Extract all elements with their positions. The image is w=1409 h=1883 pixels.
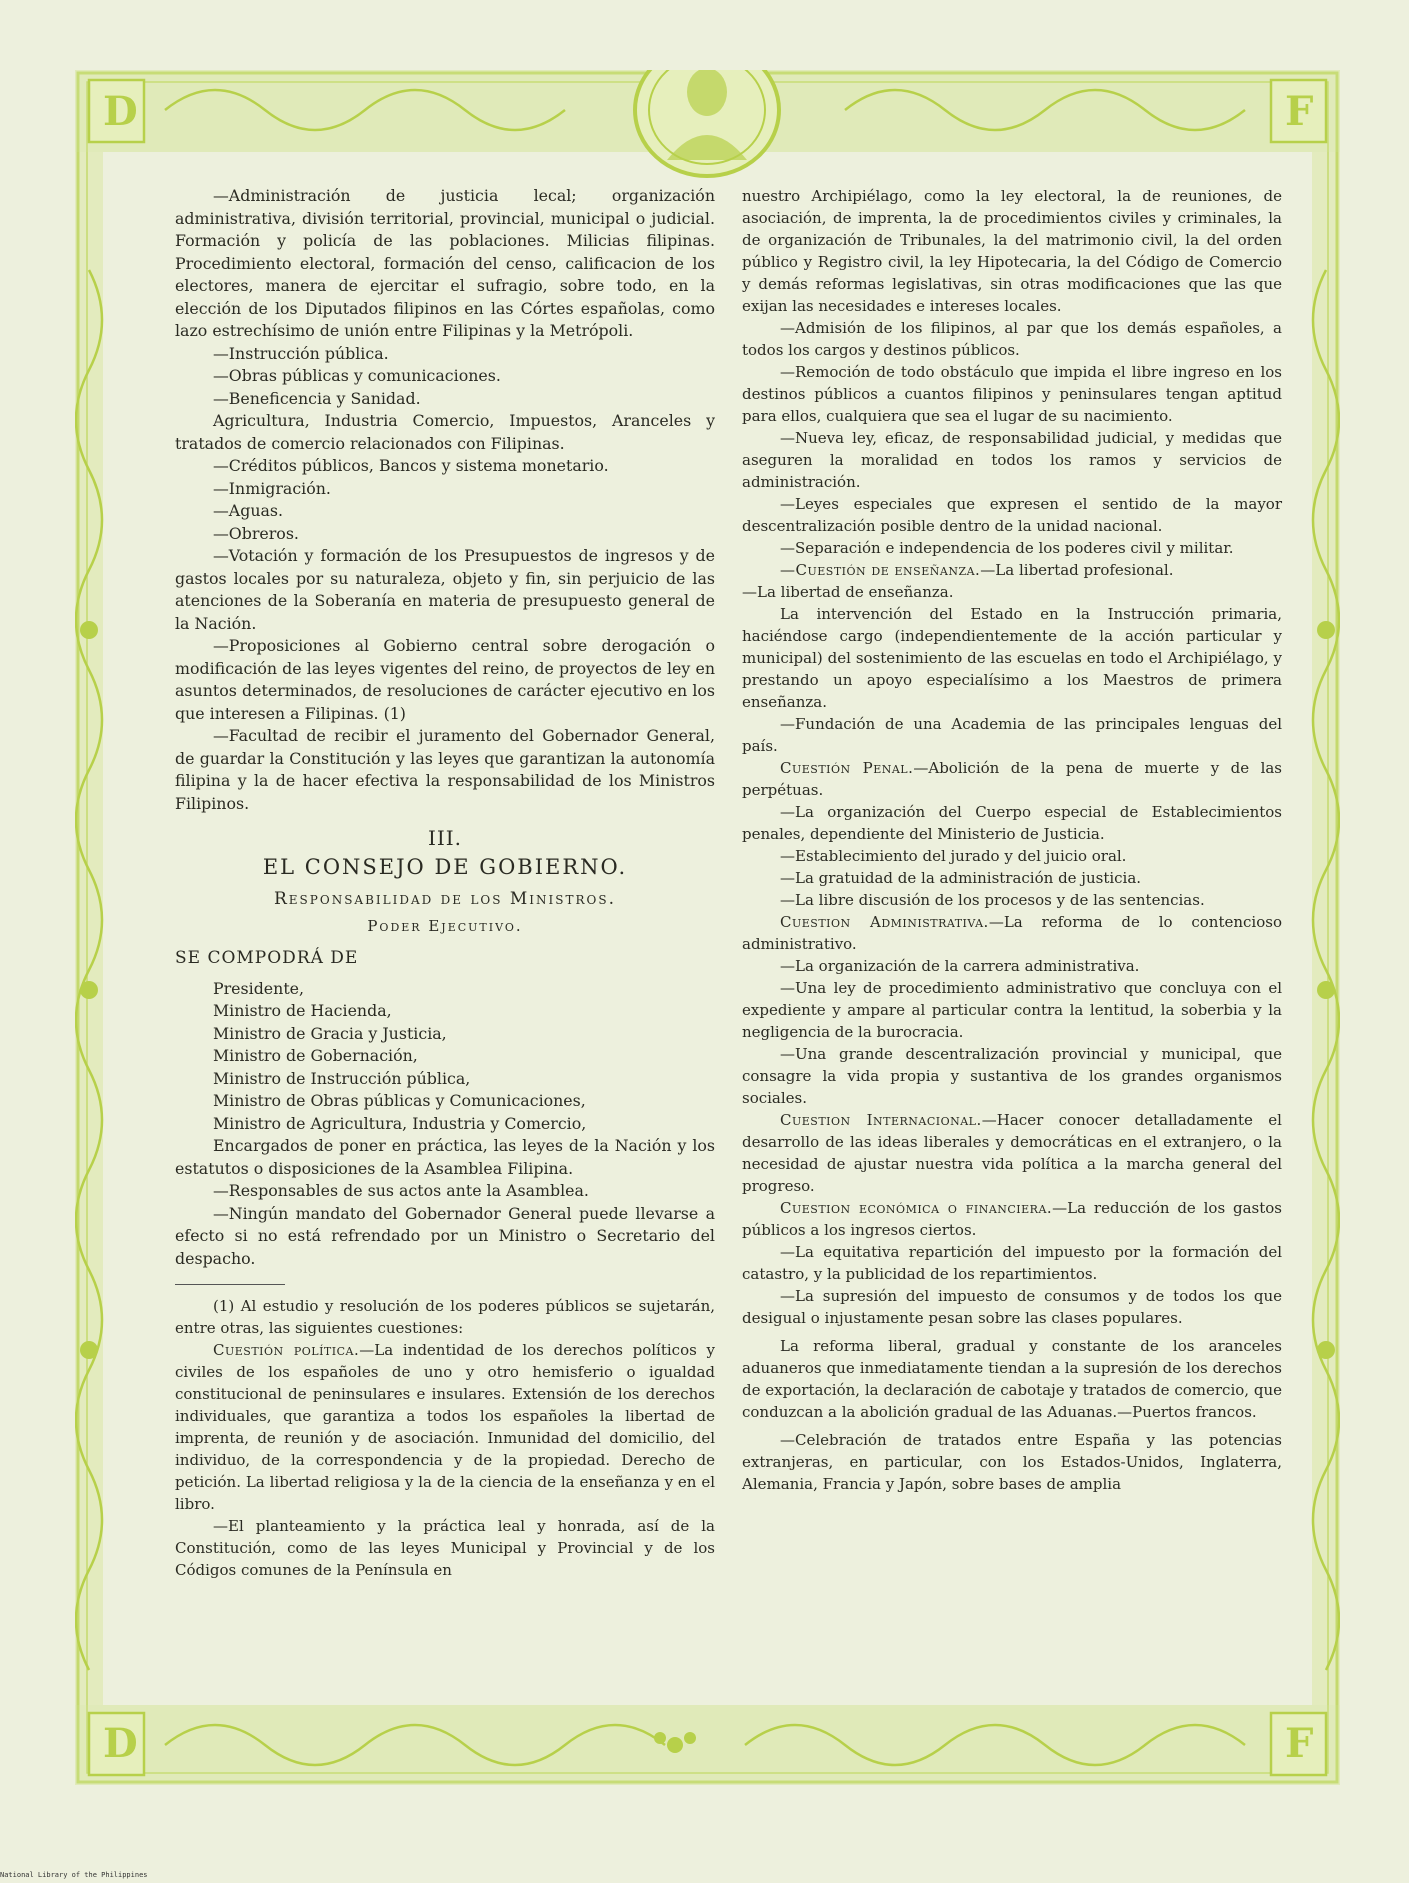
inline-label: Cuestión política.: [213, 1341, 360, 1359]
paragraph: [742, 1109, 1282, 1197]
section-title: EL CONSEJO DE GOBIERNO.: [262, 854, 628, 879]
inline-text: —Abolición de la pena de muerte y de las perpétuas.: [742, 759, 1283, 799]
inline-text: —La indentidad de los derechos políticos y civiles de los españoles de uno y otro hemisferio o igualdad constitucional de peninsulares e insulares. Extensión de los derechos individuales, que garantiza a todos los españoles la libertad de imprenta, de reunión y de asociación. Inmunidad del domicilio, del individuo, de la correspondencia y de la propiedad. Derecho de petición. La libertad religiosa y la de la ciencia de la enseñanza y en el libro.: [175, 1341, 716, 1513]
paragraph: —La organización del Cuerpo especial de Establecimientos penales, dependiente del Ministerio de Justicia.: [742, 803, 1282, 843]
paragraph: —Celebración de tratados entre España y las potencias extranjeras, en particular, con los Estados-Unidos, Inglaterra, Alemania, Francia y Japón, sobre bases de amplia: [742, 1431, 1282, 1493]
paragraph: —La libre discusión de los procesos y de las sentencias.: [780, 891, 1205, 909]
section-number: III.: [427, 826, 463, 850]
paragraph: La intervención del Estado en la Instrucción primaria, haciéndose cargo (independientemente de la acción particular y municipal) del sostenimiento de las escuelas en todo el Archipiélago, y prestando un apoyo especialísimo a los Maestros de primera enseñanza.: [742, 605, 1282, 711]
paragraph: —Una ley de procedimiento administrativo que concluya con el expediente y ampare al particular contra la lentitud, la soberbia y la negligencia de la burocracia.: [742, 979, 1282, 1041]
composition-heading: SE COMPODRÁ DE: [175, 948, 359, 968]
list-item: Ministro de Obras públicas y Comunicaciones,: [213, 1091, 586, 1110]
paragraph: —La equitativa repartición del impuesto por la formación del catastro, y la publicidad de los repartimientos.: [742, 1243, 1282, 1283]
paragraph: La reforma liberal, gradual y constante de los aranceles aduaneros que inmediatamente tiendan a la supresión de los derechos de exportación, la declaración de cabotaje y tratados de comercio, que conduzcan a la abolición gradual de las Aduanas.—Puertos francos.: [742, 1337, 1282, 1421]
paragraph: —Ningún mandato del Gobernador General puede llevarse a efecto si no está refrendado por un Ministro o Secretario del despacho.: [175, 1203, 715, 1268]
footnote-paragraph: [175, 1339, 715, 1515]
paragraph: —Leyes especiales que expresen el sentido de la mayor descentralización posible dentro de la unidad nacional.: [742, 495, 1282, 535]
paragraph: —Una grande descentralización provincial y municipal, que consagre la vida propia y sustantiva de los grandes organismos sociales.: [742, 1045, 1282, 1107]
monogram-top-left: D: [103, 88, 138, 135]
paragraph: [742, 559, 1282, 581]
paragraph: [742, 1197, 1282, 1241]
inline-label: Cuestion Administrativa.: [780, 913, 989, 931]
left-column: [175, 185, 715, 1581]
paragraph: —Proposiciones al Gobierno central sobre derogación o modificación de las leyes vigentes del reino, de proyectos de ley en asuntos determinados, de resoluciones de carácter ejecutivo en los que interesen a Filipinas. (1): [175, 636, 715, 723]
paragraph: —Votación y formación de los Presupuestos de ingresos y de gastos locales por su naturaleza, objeto y fin, sin perjuicio de las atenciones de la Soberanía en materia de presupuesto general de la Nación.: [175, 546, 715, 633]
footnote-divider: [175, 1284, 285, 1285]
list-item: Ministro de Agricultura, Industria y Comercio,: [213, 1113, 587, 1133]
inline-text: —La libertad profesional.: [980, 561, 1174, 579]
library-credit: National Library of the Philippines: [0, 1871, 148, 1879]
paragraph: —Beneficencia y Sanidad.: [213, 388, 421, 408]
paragraph: —Separación e independencia de los poderes civil y militar.: [780, 539, 1234, 557]
paragraph: —Administración de justicia lecal; organización administrativa, división territorial, provincial, municipal o judicial. Formación y policía de las poblaciones. Milicias filipinas. Procedimiento electoral, formación del censo, calificacion de los electores, manera de ejercitar el sufragio, sobre todo, en la elección de los Diputados filipinos en las Córtes españolas, como lazo estrechísimo de unión entre Filipinas y la Metrópoli.: [175, 186, 715, 340]
paragraph: —Responsables de sus actos ante la Asamblea.: [213, 1181, 589, 1200]
inline-text: —Hacer conocer detalladamente el desarrollo de las ideas liberales y democráticas en el extranjero, o la necesidad de ajustar nuestra vida política a la marcha general del progreso.: [742, 1111, 1282, 1195]
text-columns: [175, 185, 1295, 1685]
list-item: Presidente,: [213, 978, 305, 998]
list-item: Ministro de Gracia y Justicia,: [213, 1023, 447, 1043]
paragraph: —Admisión de los filipinos, al par que los demás españoles, a todos los cargos y destinos públicos.: [742, 319, 1282, 359]
paragraph: [742, 757, 1282, 801]
paragraph: —Instrucción pública.: [213, 343, 389, 363]
paragraph: Encargados de poner en práctica, las leyes de la Nación y los estatutos o disposiciones de la Asamblea Filipina.: [175, 1136, 715, 1178]
inline-label: Cuestión Penal.: [780, 759, 914, 777]
paragraph: —La supresión del impuesto de consumos y de todos los que desigual o injustamente pesan sobre las clases populares.: [742, 1287, 1282, 1327]
paragraph: —Establecimiento del jurado y del juicio oral.: [780, 847, 1127, 865]
inline-text: —La reforma de lo contencioso administrativo.: [742, 913, 1282, 953]
section-subtitle-2: Poder Ejecutivo.: [367, 916, 523, 935]
ministers-list: [213, 978, 715, 1136]
footnote-paragraph: —El planteamiento y la práctica leal y honrada, así de la Constitución, como de las leyes Municipal y Provincial y de los Códigos comunes de la Península en: [175, 1517, 715, 1579]
paragraph: —Nueva ley, eficaz, de responsabilidad judicial, y medidas que aseguren la moralidad en todos los ramos y servicios de administración.: [742, 429, 1282, 491]
monogram-bottom-right: F: [1285, 1720, 1314, 1767]
list-item: Ministro de Hacienda,: [213, 1001, 392, 1020]
footnote-intro: (1) Al estudio y resolución de los poderes públicos se sujetarán, entre otras, las siguientes cuestiones:: [175, 1297, 715, 1337]
inline-label: —Cuestión de enseñanza.: [780, 561, 981, 579]
section-subtitle: Responsabilidad de los Ministros.: [274, 889, 616, 909]
monogram-bottom-left: D: [103, 1720, 138, 1767]
paragraph: Agricultura, Industria Comercio, Impuestos, Aranceles y tratados de comercio relacionados con Filipinas.: [175, 411, 715, 453]
paragraph: —La libertad de enseñanza.: [742, 583, 954, 601]
paragraph: —Fundación de una Academia de las principales lenguas del país.: [742, 715, 1282, 755]
right-column: [742, 185, 1282, 1495]
list-item: Ministro de Instrucción pública,: [213, 1068, 471, 1088]
paragraph: —La gratuidad de la administración de justicia.: [780, 869, 1142, 887]
paragraph: —Facultad de recibir el juramento del Gobernador General, de guardar la Constitución y las leyes que garantizan la autonomía filipina y la de hacer efectiva la responsabilidad de los Ministros Filipinos.: [175, 726, 715, 813]
inline-label: Cuestion económica o financiera.: [780, 1199, 1053, 1217]
paragraph: —Inmigración.: [213, 478, 331, 498]
paragraph: —Aguas.: [213, 501, 284, 520]
paragraph: —Obreros.: [213, 523, 299, 543]
paragraph: nuestro Archipiélago, como la ley electoral, la de reuniones, de asociación, de imprenta, la de procedimientos civiles y criminales, la de organización de Tribunales, la del matrimonio civil, la del orden público y Registro civil, la ley Hipotecaria, la del Código de Comercio y demás reformas legislativas, sin otras modificaciones que las que exijan las necesidades e intereses locales.: [742, 187, 1282, 315]
monogram-top-right: F: [1285, 88, 1314, 135]
list-item: Ministro de Gobernación,: [213, 1046, 418, 1065]
inline-text: —La reducción de los gastos públicos a los ingresos ciertos.: [742, 1199, 1282, 1239]
paragraph: —Remoción de todo obstáculo que impida el libre ingreso en los destinos públicos a cuantos filipinos y peninsulares tengan aptitud para ellos, cualquiera que sea el lugar de su nacimiento.: [742, 363, 1282, 425]
paragraph: —La organización de la carrera administrativa.: [780, 957, 1140, 975]
paragraph: —Créditos públicos, Bancos y sistema monetario.: [213, 456, 609, 475]
paragraph: [742, 911, 1282, 955]
paragraph: —Obras públicas y comunicaciones.: [213, 366, 501, 385]
inline-label: Cuestion Internacional.: [780, 1111, 982, 1129]
